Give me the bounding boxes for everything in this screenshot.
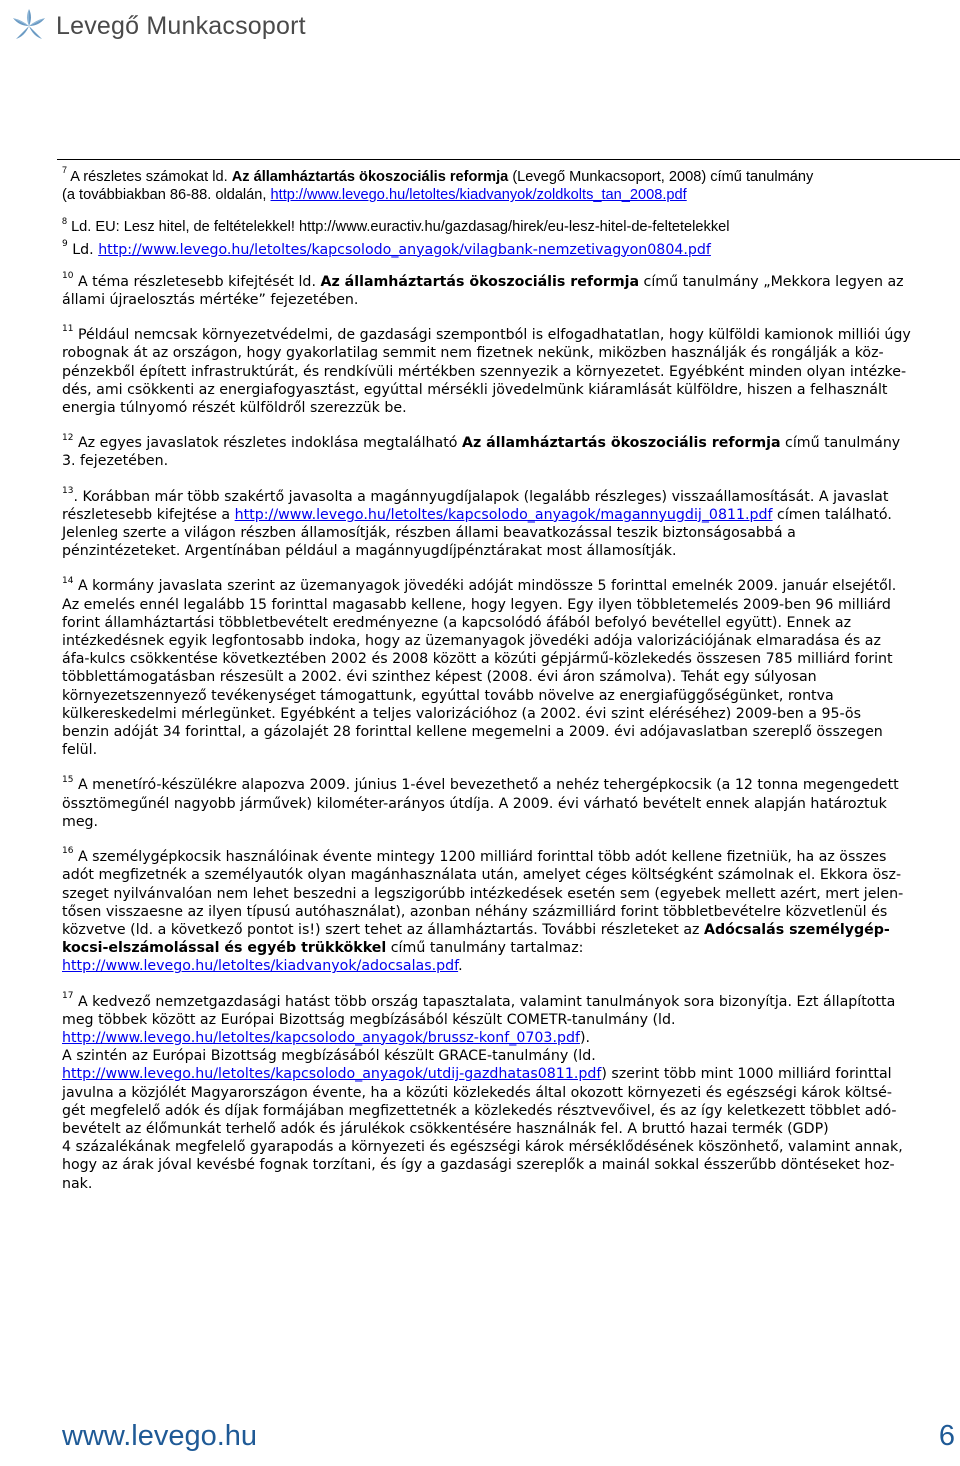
footnote-17-link-cometr[interactable]: http://www.levego.hu/letoltes/kapcsolodo_anyagok/brussz-konf_0703.pdf <box>62 1029 580 1046</box>
footnote-number: 10 <box>62 271 74 282</box>
footnote-16: $^{16}$ A személygépkocsik használóinak évente mintegy 1200 milliárd forinttal több adót kellene fizetniük, ha az összes adót megfizetnék a személyautók olyan magánhasználata után, amelyet céges költségként számolnak el. Ekkora ösz- szeget nyilvánvalóan nem lehet beszedni a legszigorúbb intézkedések esetén sem (egyebek mellett azért, mert jelen- tősen visszaesne az ilyen típusú autóhasználat), azonban néhány százmilliárd forint többletbevételre közvetlenül és közvetve (ld. a következő pontot is!) szert tehet az államháztartás. További részleteket az Adócsalás személygép- kocsi-elszámolással és egyéb trükkökkel című tanulmány tartalmaz: http://www.levego.hu/letoltes/kiadvanyok/adocsalas.pdf. <box>62 846 904 975</box>
footnote-number: 16 <box>62 846 74 857</box>
footnote-9-link[interactable]: http://www.levego.hu/letoltes/kapcsolodo_anyagok/vilagbank-nemzetivagyon0804.pdf <box>98 241 711 258</box>
footnote-10: $^{10}$ A téma részletesebb kifejtését ld. Az államháztartás ökoszociális reformja című tanulmány „Mekkora legyen az állami újraelosztás mértéke” fejezetében. <box>62 271 904 309</box>
footnote-number: 11 <box>62 324 74 335</box>
footnote-number: 7 <box>62 165 68 176</box>
footnote-number: 12 <box>62 432 74 443</box>
footnote-11: $^{11}$ Például nemcsak környezetvédelmi, de gazdasági szempontból is elfogadhatatlan, hogy külföldi kamionok milliói úgy robognak át az országon, hogy gyakorlatilag semmit nem fizetnek nekünk, miközben használják és rongálják a köz- pénzekből épített infrastruktúrát, és rendkívüli mértékben szennyezik a környezetet. Egyébként minden olyan intézke- dés, ami csökkenti az energiafogyasztást, egyúttal mérsékli jövedelmünk kiáramlását külföldre, hiszen a felhasznált energia túlnyomó részét külföldről szerezzük be. <box>62 324 911 417</box>
logo-text: Levegő Munkacsoport <box>56 11 306 40</box>
footnote-14: $^{14}$ A kormány javaslata szerint az üzemanyagok jövedéki adóját mindössze 5 forinttal emelnék 2009. január elsejétől. Az emelés ennél legalább 15 forinttal magasabb kellene, hogy legyen. Egy ilyen többletemelés 2009-ben 96 milliárd forint államháztartási többletbevételt eredményezne (a kapcsolódó áfából befolyó bevétellel együtt). Ennek az intézkedésnek egyik legfontosabb indoka, hogy az üzemanyagok jövedéki adója valorizációjának elmaradása és az áfa-kulcs csökkentése következtében 2002 és 2008 között a közúti gépjármű-közlekedés összesen 785 milliárd forint többlettámogatásban részesült a 2002. évi szinthez képest (2008. évi áron számolva). Tehát egy súlyosan környezetszennyező tevékenységet támogattunk, egyúttal tovább növelve az energiafüggőségünket, rontva külkereskedelmi mérlegünket. Egyébként a teljes valorizációhoz (a 2002. évi szint eléréséhez) 2009-ben a 95-ös benzin adóját 34 forinttal, a gázolajét 28 forinttal kellene megemelni a 2009. évi adójavaslatban szereplő összegen felül. <box>62 575 897 759</box>
footnote-number: 13 <box>62 485 74 496</box>
footnote-12: $^{12}$ Az egyes javaslatok részletes indoklása megtalálható Az államháztartás ökoszociális reformja című tanulmány 3. fejezetében. <box>62 432 901 470</box>
footnote-13: $^{13}$. Korábban már több szakértő javasolta a magánnyugdíjalapok (legalább részleges) visszaállamosítását. A javaslat részletesebb kifejtése a http://www.levego.hu/letoltes/kapcsolodo_anyagok/magannyugdij_0811.pdf címen található. Jelenleg szerte a világon részben államosítják, részben állami beavatkozással teszik biztonságosabbá a pénzintézeteket. Argentínában például a magánnyugdíjpénztárakat most államosítják. <box>62 485 892 560</box>
leaf-logo-icon <box>6 6 52 46</box>
footnote-number: 15 <box>62 774 74 785</box>
footnote-9: $^9$ Ld. http://www.levego.hu/letoltes/kapcsolodo_anyagok/vilagbank-nemzetivagyon0804.pdf <box>62 238 711 258</box>
footnote-7: $^7$ A részletes számokat ld. Az államháztartás ökoszociális reformja (Levegő Munkacsoport, 2008) című tanulmány (a továbbiakban 86-88. oldalán, http://www.levego.hu/letoltes/kiadvanyok/zoldkolts_tan_2008.pdf <box>62 165 814 204</box>
footnote-17-link-grace[interactable]: http://www.levego.hu/letoltes/kapcsolodo_anyagok/utdij-gazdhatas0811.pdf <box>62 1066 602 1083</box>
footnotes <box>62 165 957 1193</box>
footnote-17: $^{17}$ A kedvező nemzetgazdasági hatást több ország tapasztalata, valamint tanulmányok sora bizonyítja. Ezt állapította meg többek között az Európai Bizottság megbízásából készült COMETR-tanulmány (ld. http://www.levego.hu/letoltes/kapcsolodo_anyagok/brussz-konf_0703.pdf). A szintén az Európai Bizottság megbízásából készült GRACE-tanulmány (ld. http://www.levego.hu/letoltes/kapcsolodo_anyagok/utdij-gazdhatas0811.pdf) szerint több mint 1000 milliárd forinttal javulna a közjólét Magyarországon évente, ha a közúti közlekedés által okozott környezeti és egészségi károk költsé- gét megfelelő adók és díjak formájában megfizettetnék a közlekedés résztvevőivel, és az így keletkezett többlet adó- bevételt az élőmunkát terhelő adók és járulékok csökkentésére használnák fel. A bruttó hazai termék (GDP) 4 százalékának megfelelő gyarapodás a környezeti és egészségi károk mérséklődésének köszönhető, valamint annak, hogy az árak jóval kevésbé fognak torzítani, és így a gazdasági szereplők a mainál sokkal ésszerűbb döntéseket hoz- nak. <box>62 990 903 1192</box>
page-number: 6 <box>938 1420 955 1452</box>
footnote-number: 9 <box>62 238 68 249</box>
footnote-16-link[interactable]: http://www.levego.hu/letoltes/kiadvanyok/adocsalas.pdf <box>62 958 459 975</box>
footnote-7-link[interactable]: http://www.levego.hu/letoltes/kiadvanyok/zoldkolts_tan_2008.pdf <box>270 187 687 204</box>
footnote-number: 17 <box>62 990 74 1001</box>
footnote-divider <box>57 159 960 160</box>
header <box>6 6 306 46</box>
footnote-number: 8 <box>62 215 68 226</box>
footnote-13-link[interactable]: http://www.levego.hu/letoltes/kapcsolodo_anyagok/magannyugdij_0811.pdf <box>234 506 773 523</box>
footnote-15: $^{15}$ A menetíró-készülékre alapozva 2009. június 1-ével bevezethető a nehéz tehergépkocsik (a 12 tonna megengedett össztömegűnél nagyobb járművek) kilométer-arányos útdíja. A 2009. évi várható bevételt ennek alapján határoztuk meg. <box>62 774 899 830</box>
footnote-number: 14 <box>62 575 74 586</box>
footer-url[interactable]: www.levego.hu <box>62 1420 258 1452</box>
footnote-8: $^8$ Ld. EU: Lesz hitel, de feltételekkel! http://www.euractiv.hu/gazdasag/hirek/eu-lesz-hitel-de-feltetelekkel <box>62 215 730 236</box>
